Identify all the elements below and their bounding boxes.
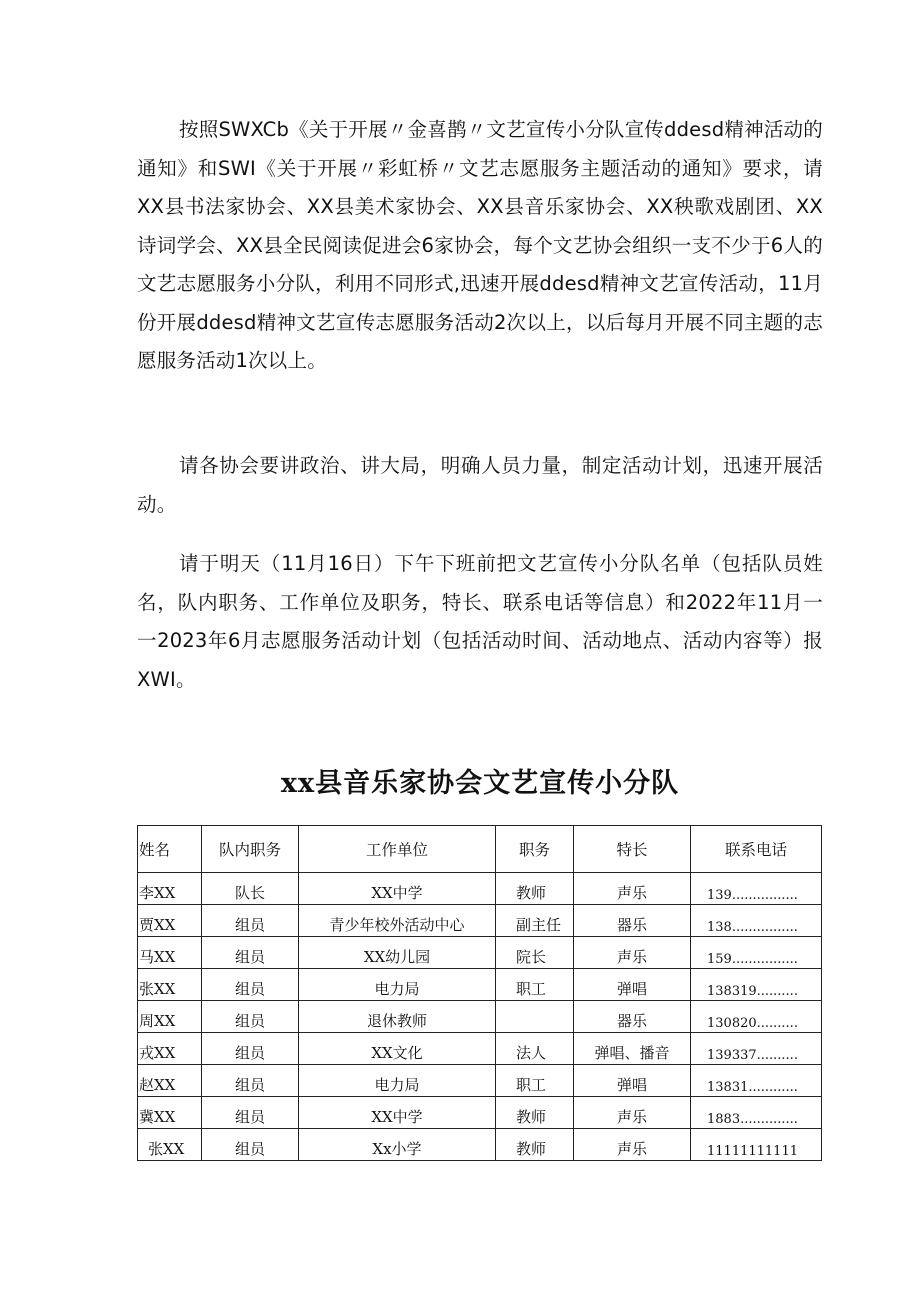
- cell-workplace: XX幼儿园: [299, 937, 496, 969]
- header-specialty: 特长: [574, 826, 691, 873]
- cell-name: 戎XX: [138, 1033, 202, 1065]
- cell-name: 赵XX: [138, 1065, 202, 1097]
- cell-position: [496, 1001, 574, 1033]
- table-row: [138, 937, 822, 969]
- cell-team-role: 队长: [202, 873, 299, 905]
- cell-name: 冀XX: [138, 1097, 202, 1129]
- cell-team-role: 组员: [202, 969, 299, 1001]
- cell-phone: 13831............: [691, 1065, 822, 1097]
- cell-team-role: 组员: [202, 1129, 299, 1161]
- cell-specialty: 声乐: [574, 873, 691, 905]
- cell-workplace: XX中学: [299, 1097, 496, 1129]
- cell-position: 职工: [496, 969, 574, 1001]
- cell-name: 李XX: [138, 873, 202, 905]
- cell-workplace: 退休教师: [299, 1001, 496, 1033]
- cell-phone: 139................: [691, 873, 822, 905]
- cell-phone: 139337..........: [691, 1033, 822, 1065]
- table-row: [138, 905, 822, 937]
- cell-specialty: 弹唱: [574, 1065, 691, 1097]
- team-roster-table: [137, 825, 822, 1161]
- cell-team-role: 组员: [202, 937, 299, 969]
- cell-team-role: 组员: [202, 905, 299, 937]
- cell-name: 张XX: [138, 969, 202, 1001]
- cell-specialty: 弹唱: [574, 969, 691, 1001]
- cell-workplace: XX文化: [299, 1033, 496, 1065]
- header-workplace: 工作单位: [299, 826, 496, 873]
- cell-position: 法人: [496, 1033, 574, 1065]
- cell-name: 周XX: [138, 1001, 202, 1033]
- cell-workplace: 电力局: [299, 969, 496, 1001]
- notice-paragraph-2: 请各协会要讲政治、讲大局，明确人员力量，制定活动计划，迅速开展活动。: [137, 454, 823, 516]
- header-position: 职务: [496, 826, 574, 873]
- cell-position: 教师: [496, 1097, 574, 1129]
- table-row: [138, 1001, 822, 1033]
- cell-workplace: XX中学: [299, 873, 496, 905]
- cell-phone: 138319..........: [691, 969, 822, 1001]
- cell-phone: 1883..............: [691, 1097, 822, 1129]
- table-row: [138, 969, 822, 1001]
- cell-specialty: 声乐: [574, 1129, 691, 1161]
- cell-position: 副主任: [496, 905, 574, 937]
- notice-paragraph-1: 按照SWXCb《关于开展〃金喜鹊〃文艺宣传小分队宣传ddesd精神活动的通知》和SWI《关于开展〃彩虹桥〃文艺志愿服务主题活动的通知》要求，请XX县书法家协会、XX县美术家协会、XX县音乐家协会、XX秧歌戏剧团、XX诗词学会、XX县全民阅读促进会6家协会，每个文艺协会组织一支不少于6人的文艺志愿服务小分队，利用不同形式,迅速开展ddesd精神文艺宣传活动，11月份开展ddesd精神文艺宣传志愿服务活动2次以上，以后每月开展不同主题的志愿服务活动1次以上。: [137, 118, 823, 372]
- cell-position: 教师: [496, 873, 574, 905]
- header-name: 姓名: [138, 826, 202, 873]
- cell-workplace: Xx小学: [299, 1129, 496, 1161]
- cell-specialty: 弹唱、播音: [574, 1033, 691, 1065]
- cell-position: 教师: [496, 1129, 574, 1161]
- cell-name: 张XX: [138, 1129, 202, 1161]
- cell-team-role: 组员: [202, 1033, 299, 1065]
- table-title: xx县音乐家协会文艺宣传小分队: [280, 768, 680, 799]
- cell-name: 马XX: [138, 937, 202, 969]
- cell-phone: 11111111111: [691, 1129, 822, 1161]
- notice-paragraph-3: 请于明天（11月16日）下午下班前把文艺宣传小分队名单（包括队员姓名，队内职务、工作单位及职务，特长、联系电话等信息）和2022年11月一一2023年6月志愿服务活动计划（包括活动时间、活动地点、活动内容等）报XWI。: [137, 552, 823, 691]
- cell-specialty: 器乐: [574, 905, 691, 937]
- cell-specialty: 声乐: [574, 937, 691, 969]
- cell-team-role: 组员: [202, 1097, 299, 1129]
- cell-position: 院长: [496, 937, 574, 969]
- table-header-row: [138, 826, 822, 873]
- cell-specialty: 声乐: [574, 1097, 691, 1129]
- cell-phone: 130820..........: [691, 1001, 822, 1033]
- cell-team-role: 组员: [202, 1065, 299, 1097]
- table-row: [138, 1033, 822, 1065]
- header-phone: 联系电话: [691, 826, 822, 873]
- table-row: [138, 1129, 822, 1161]
- cell-workplace: 青少年校外活动中心: [299, 905, 496, 937]
- cell-phone: 159................: [691, 937, 822, 969]
- header-team-role: 队内职务: [202, 826, 299, 873]
- cell-position: 职工: [496, 1065, 574, 1097]
- table-row: [138, 1097, 822, 1129]
- table-row: [138, 1065, 822, 1097]
- table-row: [138, 873, 822, 905]
- cell-phone: 138................: [691, 905, 822, 937]
- cell-workplace: 电力局: [299, 1065, 496, 1097]
- cell-name: 贾XX: [138, 905, 202, 937]
- cell-team-role: 组员: [202, 1001, 299, 1033]
- cell-specialty: 器乐: [574, 1001, 691, 1033]
